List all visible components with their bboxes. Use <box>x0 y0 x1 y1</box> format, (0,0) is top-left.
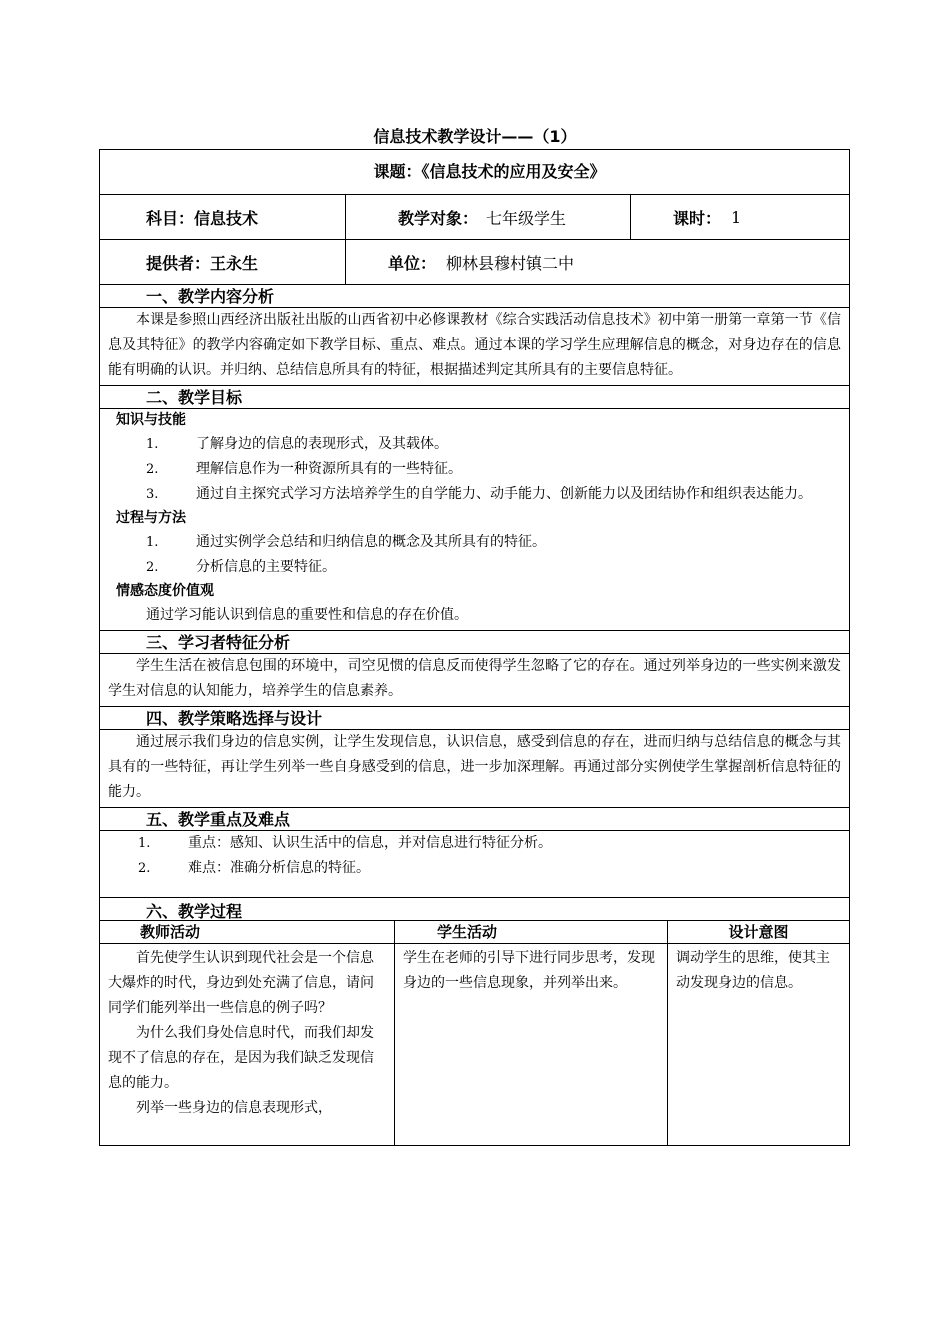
section-3-title: 三、学习者特征分析 <box>100 630 849 653</box>
provider-value: 王永生 <box>210 253 259 273</box>
design-intent-cell: 调动学生的思维，使其主动发现身边的信息。 <box>667 944 849 1145</box>
unit-label: 单位： <box>388 253 437 273</box>
hours-value: 1 <box>731 207 742 227</box>
audience-value: 七年级学生 <box>486 208 567 228</box>
section-2-body <box>100 408 849 630</box>
section-3-text: 学生生活在被信息包围的环境中，司空见惯的信息反而使得学生忽略了它的存在。通过列举身边的一些实例来激发学生对信息的认知能力，培养学生的信息素养。 <box>100 653 849 706</box>
hours-label: 课时： <box>673 208 722 228</box>
subject-value: 信息技术 <box>194 208 259 228</box>
teacher-activity-header: 教师活动 <box>140 923 201 941</box>
list-item: 1. 通过实例学会总结和归纳信息的概念及其所具有的特征。 <box>146 534 546 550</box>
section-5-body <box>100 830 849 897</box>
page-title: 信息技术教学设计——（1） <box>373 127 577 146</box>
section-6-title: 六、教学过程 <box>100 897 849 920</box>
section-4-title: 四、教学策略选择与设计 <box>100 706 849 729</box>
section-4-text: 通过展示我们身边的信息实例，让学生发现信息，认识信息，感受到信息的存在，进而归纳与总结信息的概念与其具有的一些特征，再让学生列举一些自身感受到的信息，进一步加深理解。再通过部分实例使学生掌握剖析信息特征的能力。 <box>100 729 849 807</box>
unit-value: 柳林县穆村镇二中 <box>446 253 575 273</box>
list-item: 3. 通过自主探究式学习方法培养学生的自学能力、动手能力、创新能力以及团结协作和组织表达能力。 <box>146 486 812 502</box>
hours-cell <box>630 195 849 239</box>
unit-cell <box>345 240 849 284</box>
lesson-plan-table <box>99 149 850 1146</box>
list-item: 2. 分析信息的主要特征。 <box>146 559 336 575</box>
knowledge-skills-heading: 知识与技能 <box>116 412 186 428</box>
list-item: 1. 重点：感知、认识生活中的信息，并对信息进行特征分析。 <box>138 835 552 851</box>
provider-label: 提供者： <box>146 253 211 273</box>
lesson-title: 课题：《信息技术的应用及安全》 <box>373 162 606 181</box>
attitude-values-text: 通过学习能认识到信息的重要性和信息的存在价值。 <box>146 607 468 623</box>
list-item: 2. 理解信息作为一种资源所具有的一些特征。 <box>146 461 462 477</box>
teacher-activity-cell <box>100 944 394 1145</box>
process-body-row <box>100 943 849 1145</box>
design-intent-header: 设计意图 <box>667 921 849 943</box>
audience-label: 教学对象： <box>398 208 479 228</box>
list-item: 1. 了解身边的信息的表现形式，及其载体。 <box>146 436 448 452</box>
section-2-title: 二、教学目标 <box>100 385 849 408</box>
provider-cell <box>100 240 345 284</box>
teacher-paragraph: 首先使学生认识到现代社会是一个信息大爆炸的时代，身边到处充满了信息，请问同学们能列举出一些信息的例子吗？ <box>108 950 374 1016</box>
teacher-paragraph: 列举一些身边的信息表现形式， <box>136 1100 332 1116</box>
teacher-paragraph: 为什么我们身处信息时代，而我们却发现不了信息的存在，是因为我们缺乏发现信息的能力。 <box>108 1025 374 1091</box>
student-activity-header: 学生活动 <box>394 921 667 943</box>
section-5-title: 五、教学重点及难点 <box>100 807 849 830</box>
subject-cell <box>100 195 345 239</box>
student-activity-cell: 学生在老师的引导下进行同步思考，发现身边的一些信息现象，并列举出来。 <box>394 944 667 1145</box>
audience-cell <box>345 195 630 239</box>
list-item: 2. 难点：准确分析信息的特征。 <box>138 860 370 876</box>
process-header-row <box>100 920 849 943</box>
section-1-text: 本课是参照山西经济出版社出版的山西省初中必修课教材《综合实践活动信息技术》初中第一册第一章第一节《信息及其特征》的教学内容确定如下教学目标、重点、难点。通过本课的学习学生应理解信息的概念，对身边存在的信息能有明确的认识。并归纳、总结信息所具有的特征，根据描述判定其所具有的主要信息特征。 <box>100 307 849 385</box>
attitude-values-heading: 情感态度价值观 <box>116 583 214 599</box>
info-row-2 <box>100 239 849 284</box>
section-1-title: 一、教学内容分析 <box>100 284 849 307</box>
subject-label: 科目： <box>146 208 195 228</box>
process-methods-heading: 过程与方法 <box>116 510 186 526</box>
info-row-1 <box>100 194 849 239</box>
